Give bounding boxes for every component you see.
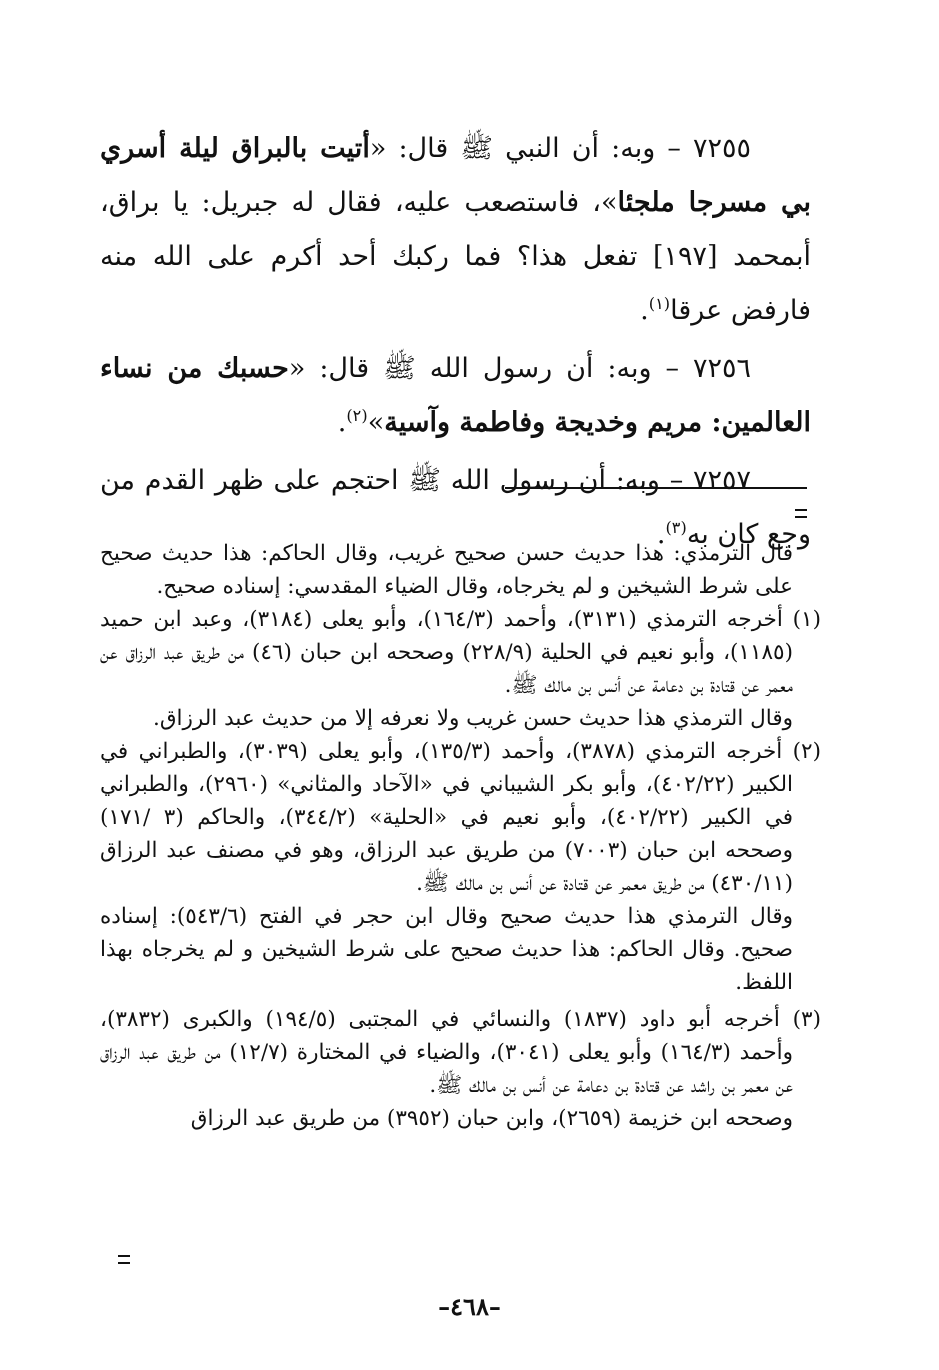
hadith-7256-rest: »: [367, 407, 385, 438]
footnote-1: (١) أخرجه الترمذي (٣١٣١)، وأحمد (١٦٤/٣)، وأبو يعلى (٣١٨٤)، وعبد ابن حميد (١١٨٥)، وأبو نعيم في الحلية (٢٢٨/٩) وصححه ابن حبان (٤٦) من طريق عبد الرزاق عن معمر عن قتادة بن دعامة عن أنس بن مالك ﷺ.: [100, 607, 821, 698]
footnote-3-remark: وصححه ابن خزيمة (٢٦٥٩)، وابن حبان (٣٩٥٢) من طريق عبد الرزاق: [190, 1106, 793, 1131]
main-text: [100, 122, 811, 566]
footnote-separator: [505, 487, 807, 489]
footnote-3: (٣) أخرجه أبو داود (١٨٣٧) والنسائي في المجتبى (١٩٤/٥) والكبرى (٣٨٣٢)، وأحمد (١٦٤/٣) وأبو يعلى (٣٠٤١)، والضياء في المختارة (١٢/٧) من طريق عبد الرزاق عن معمر بن راشد عن قتادة بن دعامة عن أنس بن مالك ﷺ.: [100, 1007, 821, 1098]
footnote-2: (٢) أخرجه الترمذي (٣٨٧٨)، وأحمد (١٣٥/٣)، وأبو يعلى (٣٠٣٩)، والطبراني في الكبير (٤٠٢/٢٢)، وأبو بكر الشيباني في «الآحاد والمثاني» (٢٩٦٠)، والطبراني في الكبير (٤٠٢/٢٢)، وأبو نعيم في «الحلية» (٣٤٤/٢)، والحاكم (٣ /١٧١) وصححه ابن حبان (٧٠٠٣) من طريق عبد الرزاق، وهو في مصنف عبد الرزاق (٤٣٠/١١) من طريق معمر عن قتادة عن أنس بن مالك ﷺ.: [100, 739, 821, 896]
hadith-7255-intro: ٧٢٥٥ – وبه: أن النبي ﷺ قال: «: [369, 133, 751, 164]
footnote-ref-1: (١): [648, 294, 671, 313]
continuation-mark-bottom: [118, 1255, 130, 1264]
footnote-ref-2: (٢): [346, 406, 368, 425]
hadith-7255-quote: أتيت بالبراق ليلة أسري بي مسرجا ملجئا: [100, 133, 811, 218]
continuation-mark-top: [795, 509, 807, 518]
hadith-7256-end: .: [337, 407, 347, 438]
hadith-7255-rest: »، فاستصعب عليه، فقال له جبريل: يا براق، أبمحمد [١٩٧] تفعل هذا؟ فما ركبك أحد أكرم على الله منه فارفض عرقا: [100, 187, 812, 326]
footnote-continuation: قال الترمذي: هذا حديث حسن صحيح غريب، وقال الحاكم: هذا حديث صحيح على شرط الشيخين و لم يخرجاه، وقال الضياء المقدسي: إسناده صحيح.: [100, 541, 793, 599]
footnote-ref-3: (٣): [665, 518, 687, 537]
footnotes: [100, 537, 821, 1135]
hadith-7257-intro: ٧٢٥٧ – وبه: أن رسول الله ﷺ احتجم على ظهر القدم من وجع كان به: [100, 465, 811, 550]
hadith-7255-end: .: [640, 295, 649, 326]
footnote-1-remark: وقال الترمذي هذا حديث حسن غريب ولا نعرفه إلا من حديث عبد الرزاق.: [153, 706, 793, 731]
hadith-7256-quote: حسبك من نساء العالمين: مريم وخديجة وفاطمة وآسية: [100, 353, 811, 438]
hadith-7255: [100, 122, 811, 338]
footnote-2-remark: وقال الترمذي هذا حديث صحيح وقال ابن حجر في الفتح (٥٤٣/٦): إسناده صحيح. وقال الحاكم: هذا حديث صحيح على شرط الشيخين و لم يخرجاه بهذا اللفظ.: [100, 904, 793, 995]
hadith-7256: [100, 342, 811, 450]
hadith-7256-intro: ٧٢٥٦ – وبه: أن رسول الله ﷺ قال: «: [288, 353, 751, 384]
page-number: –٤٦٨–: [438, 1292, 501, 1321]
hadith-7257-end: .: [656, 519, 666, 550]
